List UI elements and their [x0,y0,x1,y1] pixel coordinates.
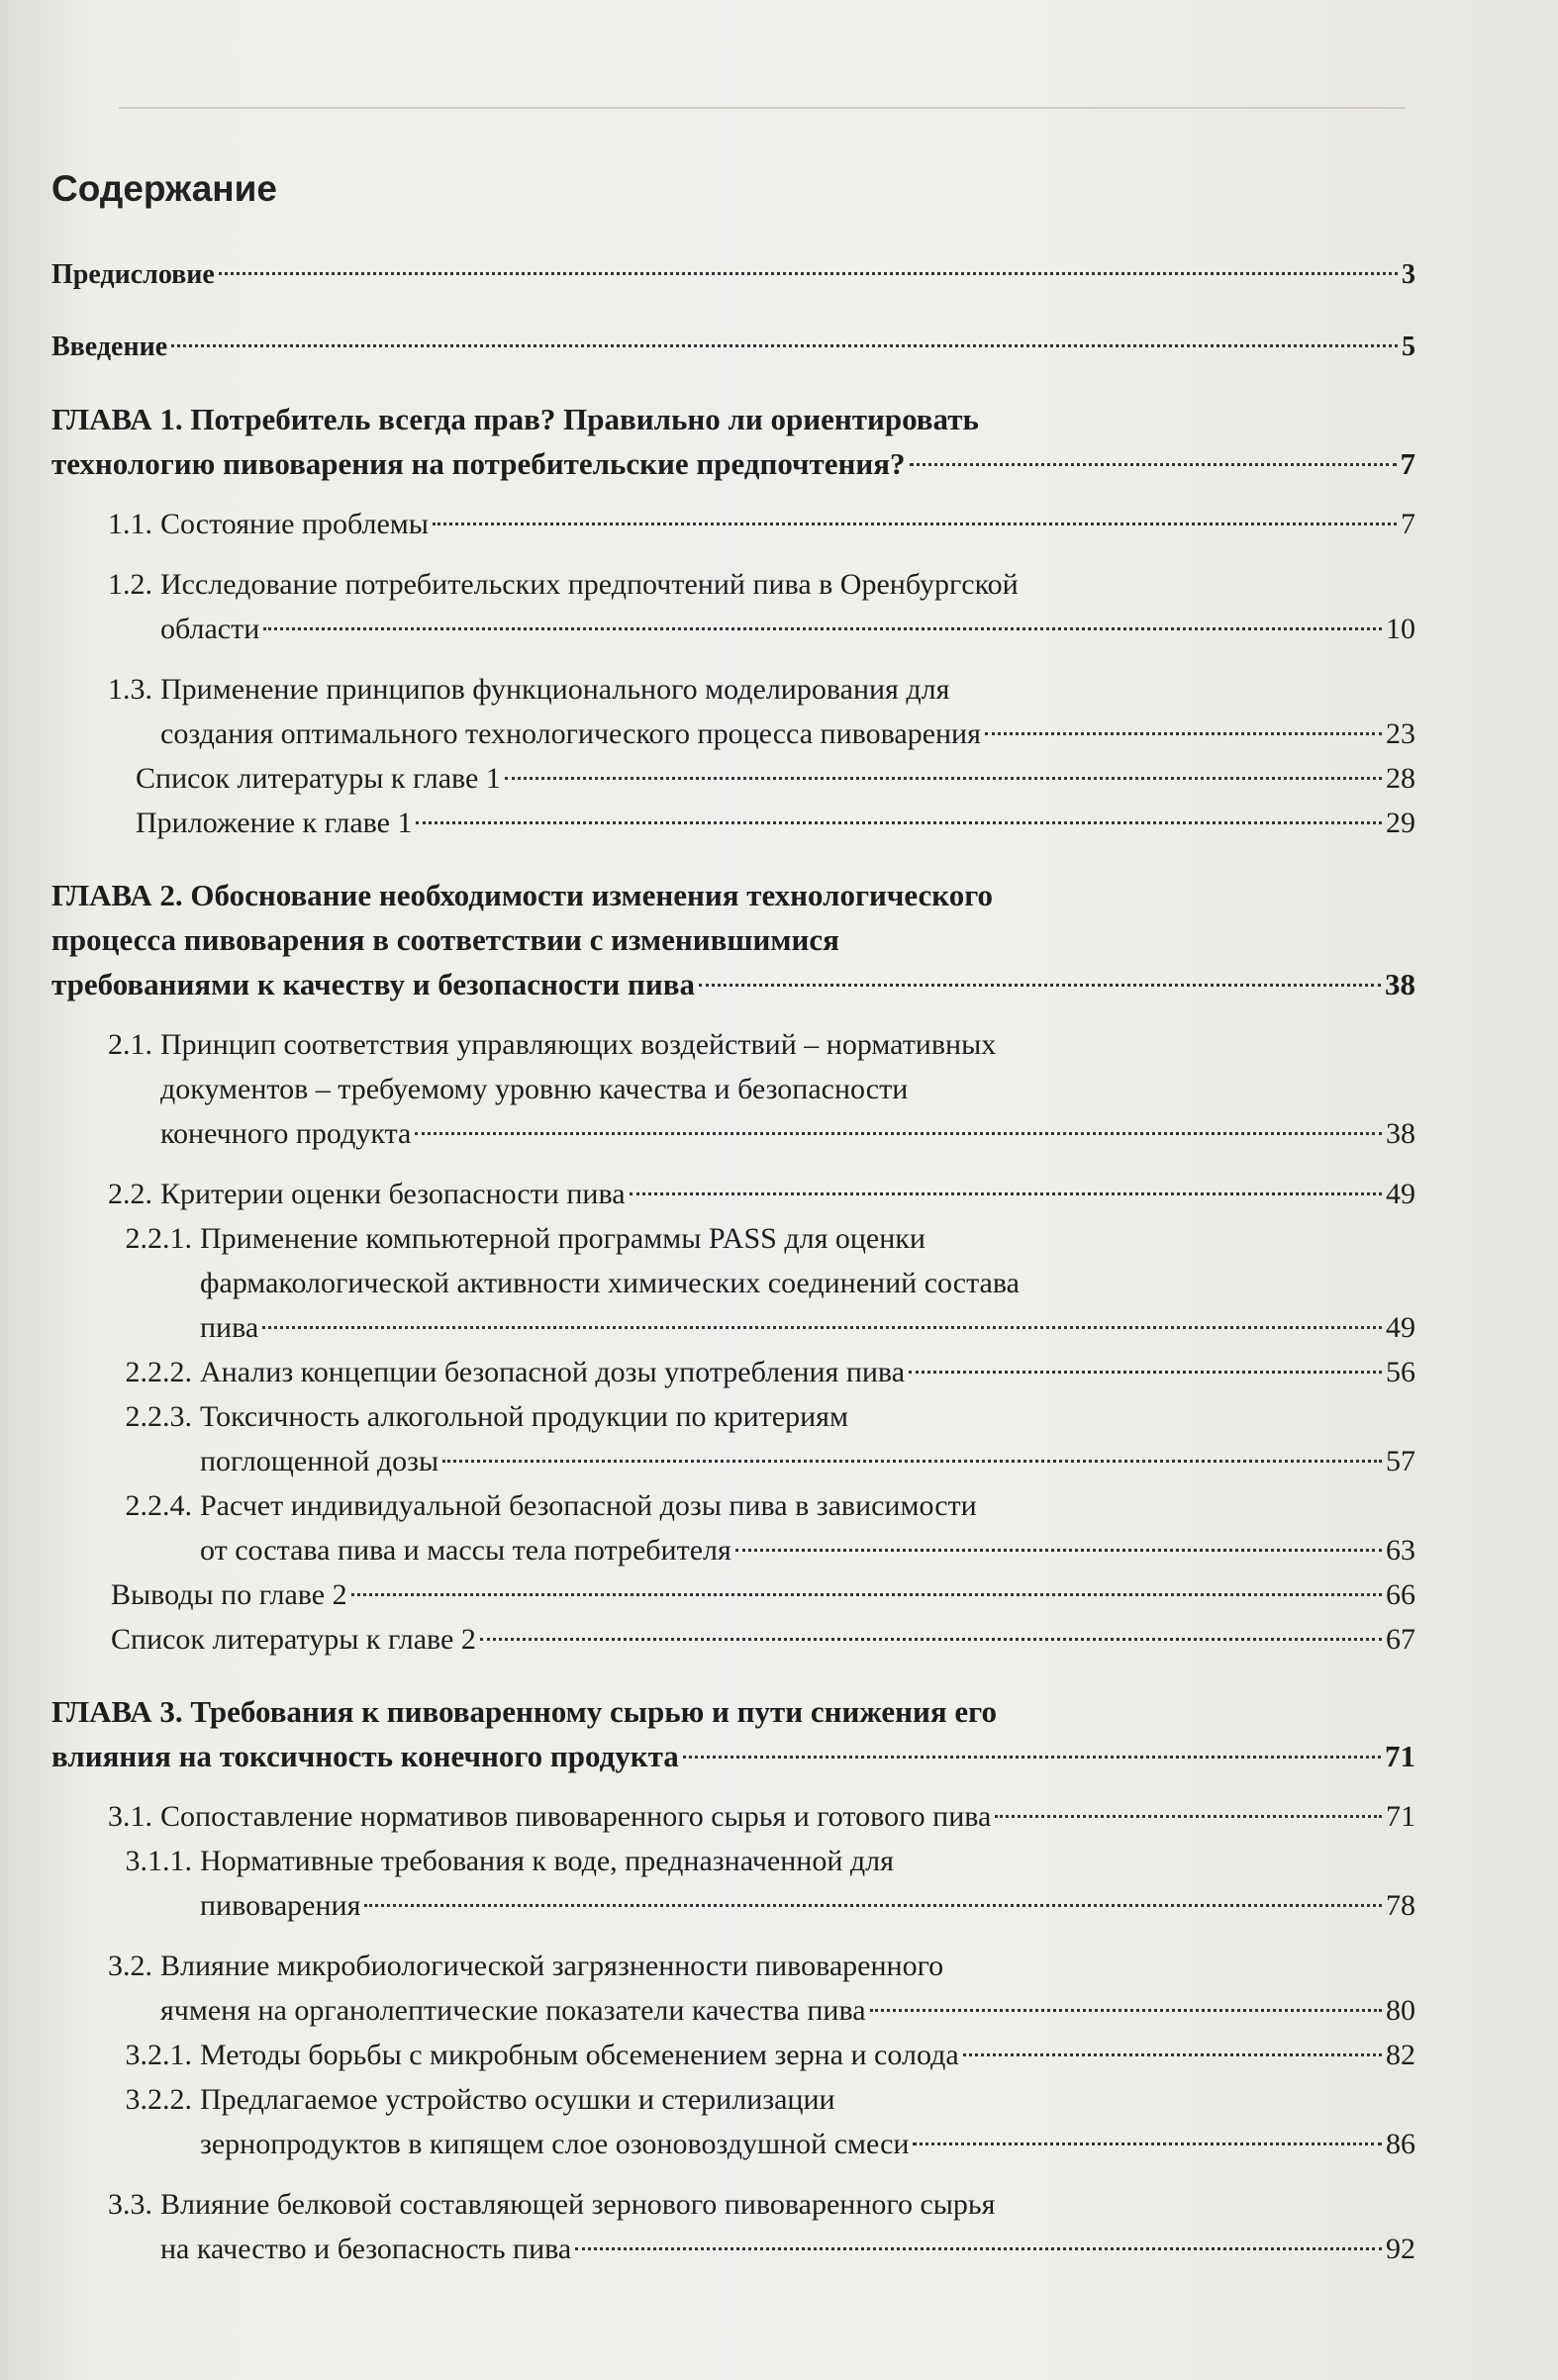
dot-leader [263,627,1382,630]
toc-entry-text: ГЛАВА 1. Потребитель всегда прав? Правильно ли ориентировать [51,402,979,436]
toc-entry-number: 3.1.1. [125,1845,192,1877]
toc-entry-text: Приложение к главе 1 [136,807,413,839]
toc-entry-text: Методы борьбы с микробным обсеменением зерна и солода [200,2039,959,2071]
toc-page-number: 82 [1386,2039,1415,2071]
toc-entry-number: 3.2.2. [125,2083,192,2116]
dot-leader [442,1460,1382,1463]
dot-leader [262,1326,1382,1329]
toc-entry-text: Анализ концепции безопасной дозы употребления пива [200,1356,906,1388]
toc-entry-number: 2.2.2. [125,1356,192,1388]
toc-entry [51,2077,1415,2166]
page-title: Содержание [51,168,277,209]
toc-entry [51,2182,1415,2271]
dot-leader [415,1132,1382,1135]
dot-leader [699,984,1381,987]
toc-entry [51,1350,1415,1394]
toc-entry-number: 2.2.3. [125,1400,192,1433]
toc-entry-text: Сопоставление нормативов пивоваренного сырья и готового пива [160,1800,992,1833]
toc-page-number: 29 [1386,807,1415,839]
toc-entry-text: ГЛАВА 3. Требования к пивоваренному сырью и пути снижения его [51,1694,997,1729]
toc-entry [51,562,1415,651]
table-of-contents [51,252,1415,2271]
dot-leader [963,2053,1382,2056]
dot-leader [364,1904,1382,1907]
toc-entry-text: Применение принципов функционального моделирования для [160,673,950,706]
toc-entry [51,1172,1415,1216]
dot-leader [910,463,1397,466]
toc-entry-text: области [160,613,260,645]
toc-entry-text: Список литературы к главе 1 [136,762,501,795]
toc-page-number: 5 [1402,332,1415,362]
toc-entry-text: Влияние белковой составляющей зернового пивоваренного сырья [160,2188,996,2221]
toc-entry-text: поглощенной дозы [200,1445,439,1477]
toc-entry-text: процесса пивоварения в соответствии с изменившимися [51,922,839,957]
dot-leader [171,344,1398,347]
toc-page-number: 10 [1386,613,1415,645]
toc-entry [51,502,1415,546]
toc-entry-text: Предисловие [51,259,215,290]
toc-entry-text: требованиями к качеству и безопасности пива [51,967,695,1001]
dot-leader [735,1549,1382,1552]
toc-page-number: 57 [1386,1445,1415,1477]
toc-page-number: 38 [1386,1117,1415,1150]
toc-page-number: 7 [1400,446,1415,481]
toc-entry-text: пива [200,1311,259,1344]
toc-entry-number: 3.1. [108,1800,152,1833]
toc-page-number: 86 [1386,2128,1415,2160]
dot-leader [995,1815,1382,1818]
dot-leader [575,2247,1382,2250]
toc-entry [51,801,1415,845]
toc-page-number: 66 [1386,1578,1415,1611]
toc-entry-text: Расчет индивидуальной безопасной дозы пива в зависимости [200,1489,977,1522]
toc-entry-text: конечного продукта [160,1117,412,1150]
toc-entry [51,667,1415,756]
toc-entry-number: 2.2. [108,1178,152,1210]
toc-entry-text: Принцип соответствия управляющих воздействий – нормативных [160,1028,997,1061]
toc-entry [51,1216,1415,1350]
toc-entry-text: ячменя на органолептические показатели качества пива [160,1994,866,2027]
toc-entry [51,1617,1415,1662]
toc-entry [51,873,1415,1006]
toc-entry [51,1022,1415,1156]
toc-entry [51,2033,1415,2077]
dot-leader [913,2142,1382,2145]
toc-page-number: 28 [1386,762,1415,795]
toc-page-number: 7 [1401,508,1415,540]
toc-page-number: 67 [1386,1623,1415,1656]
toc-entry-text: Выводы по главе 2 [111,1578,347,1611]
toc-entry-text: влияния на токсичность конечного продукта [51,1739,679,1773]
toc-entry-text: от состава пива и массы тела потребителя [200,1534,731,1567]
toc-entry-text: Предлагаемое устройство осушки и стерилизации [200,2083,835,2116]
toc-entry-text: Список литературы к главе 2 [111,1623,476,1656]
toc-entry-text: Нормативные требования к воде, предназначенной для [200,1845,894,1877]
dot-leader [683,1756,1381,1759]
toc-entry [51,397,1415,486]
toc-page-number: 71 [1386,1800,1415,1833]
toc-entry [51,1944,1415,2033]
toc-entry-text: Применение компьютерной программы PASS для оценки [200,1222,925,1255]
toc-page-number: 23 [1386,717,1415,750]
toc-entry-text: создания оптимального технологического процесса пивоварения [160,717,981,750]
bleed-through-rule [119,107,1406,109]
dot-leader [351,1593,1382,1596]
toc-page-number: 63 [1386,1534,1415,1567]
dot-leader [416,821,1382,824]
toc-entry-text: Токсичность алкогольной продукции по критериям [200,1400,848,1433]
toc-entry-text: Влияние микробиологической загрязненности пивоваренного [160,1950,944,1982]
dot-leader [505,777,1382,780]
toc-entry [51,1839,1415,1928]
toc-entry [51,252,1415,297]
dot-leader [630,1192,1382,1195]
toc-page-number: 92 [1386,2233,1415,2265]
toc-entry-text: ГЛАВА 2. Обоснование необходимости изменения технологического [51,878,994,912]
toc-entry-text: Исследование потребительских предпочтений пива в Оренбургской [160,568,1019,601]
toc-entry-text: пивоварения [200,1889,361,1922]
toc-page-number: 78 [1386,1889,1415,1922]
toc-entry-number: 1.3. [108,673,152,706]
toc-page-number: 3 [1402,259,1415,290]
toc-page-number: 71 [1385,1739,1415,1773]
toc-entry [51,1572,1415,1617]
toc-page-number: 38 [1385,967,1415,1001]
dot-leader [909,1371,1382,1374]
toc-entry-number: 3.2. [108,1950,152,1982]
dot-leader [219,272,1398,275]
toc-entry-number: 1.1. [108,508,152,540]
toc-entry-number: 3.2.1. [125,2039,192,2071]
toc-entry [51,1394,1415,1483]
toc-entry [51,756,1415,801]
toc-entry-text: фармакологической активности химических соединений состава [200,1267,1020,1299]
dot-leader [985,732,1382,735]
toc-entry-text: технологию пивоварения на потребительские предпочтения? [51,446,906,481]
toc-entry-number: 3.3. [108,2188,152,2221]
toc-entry [51,1483,1415,1572]
dot-leader [480,1638,1382,1641]
dot-leader [870,2009,1382,2012]
toc-entry-number: 1.2. [108,568,152,601]
toc-entry-text: документов – требуемому уровню качества и безопасности [160,1073,909,1105]
toc-entry-text: Критерии оценки безопасности пива [160,1178,626,1210]
toc-entry-text: на качество и безопасность пива [160,2233,572,2265]
toc-entry-number: 2.1. [108,1028,152,1061]
toc-entry-text: Введение [51,332,168,362]
toc-entry [51,1689,1415,1778]
toc-page-number: 49 [1386,1178,1415,1210]
toc-page-number: 56 [1386,1356,1415,1388]
dot-leader [433,523,1397,525]
toc-entry-text: зернопродуктов в кипящем слое озоновоздушной смеси [200,2128,910,2160]
toc-entry [51,325,1415,369]
toc-entry-number: 2.2.4. [125,1489,192,1522]
toc-entry [51,1794,1415,1839]
toc-page-number: 80 [1386,1994,1415,2027]
toc-page-number: 49 [1386,1311,1415,1344]
toc-entry-text: Состояние проблемы [160,508,429,540]
toc-entry-number: 2.2.1. [125,1222,192,1255]
